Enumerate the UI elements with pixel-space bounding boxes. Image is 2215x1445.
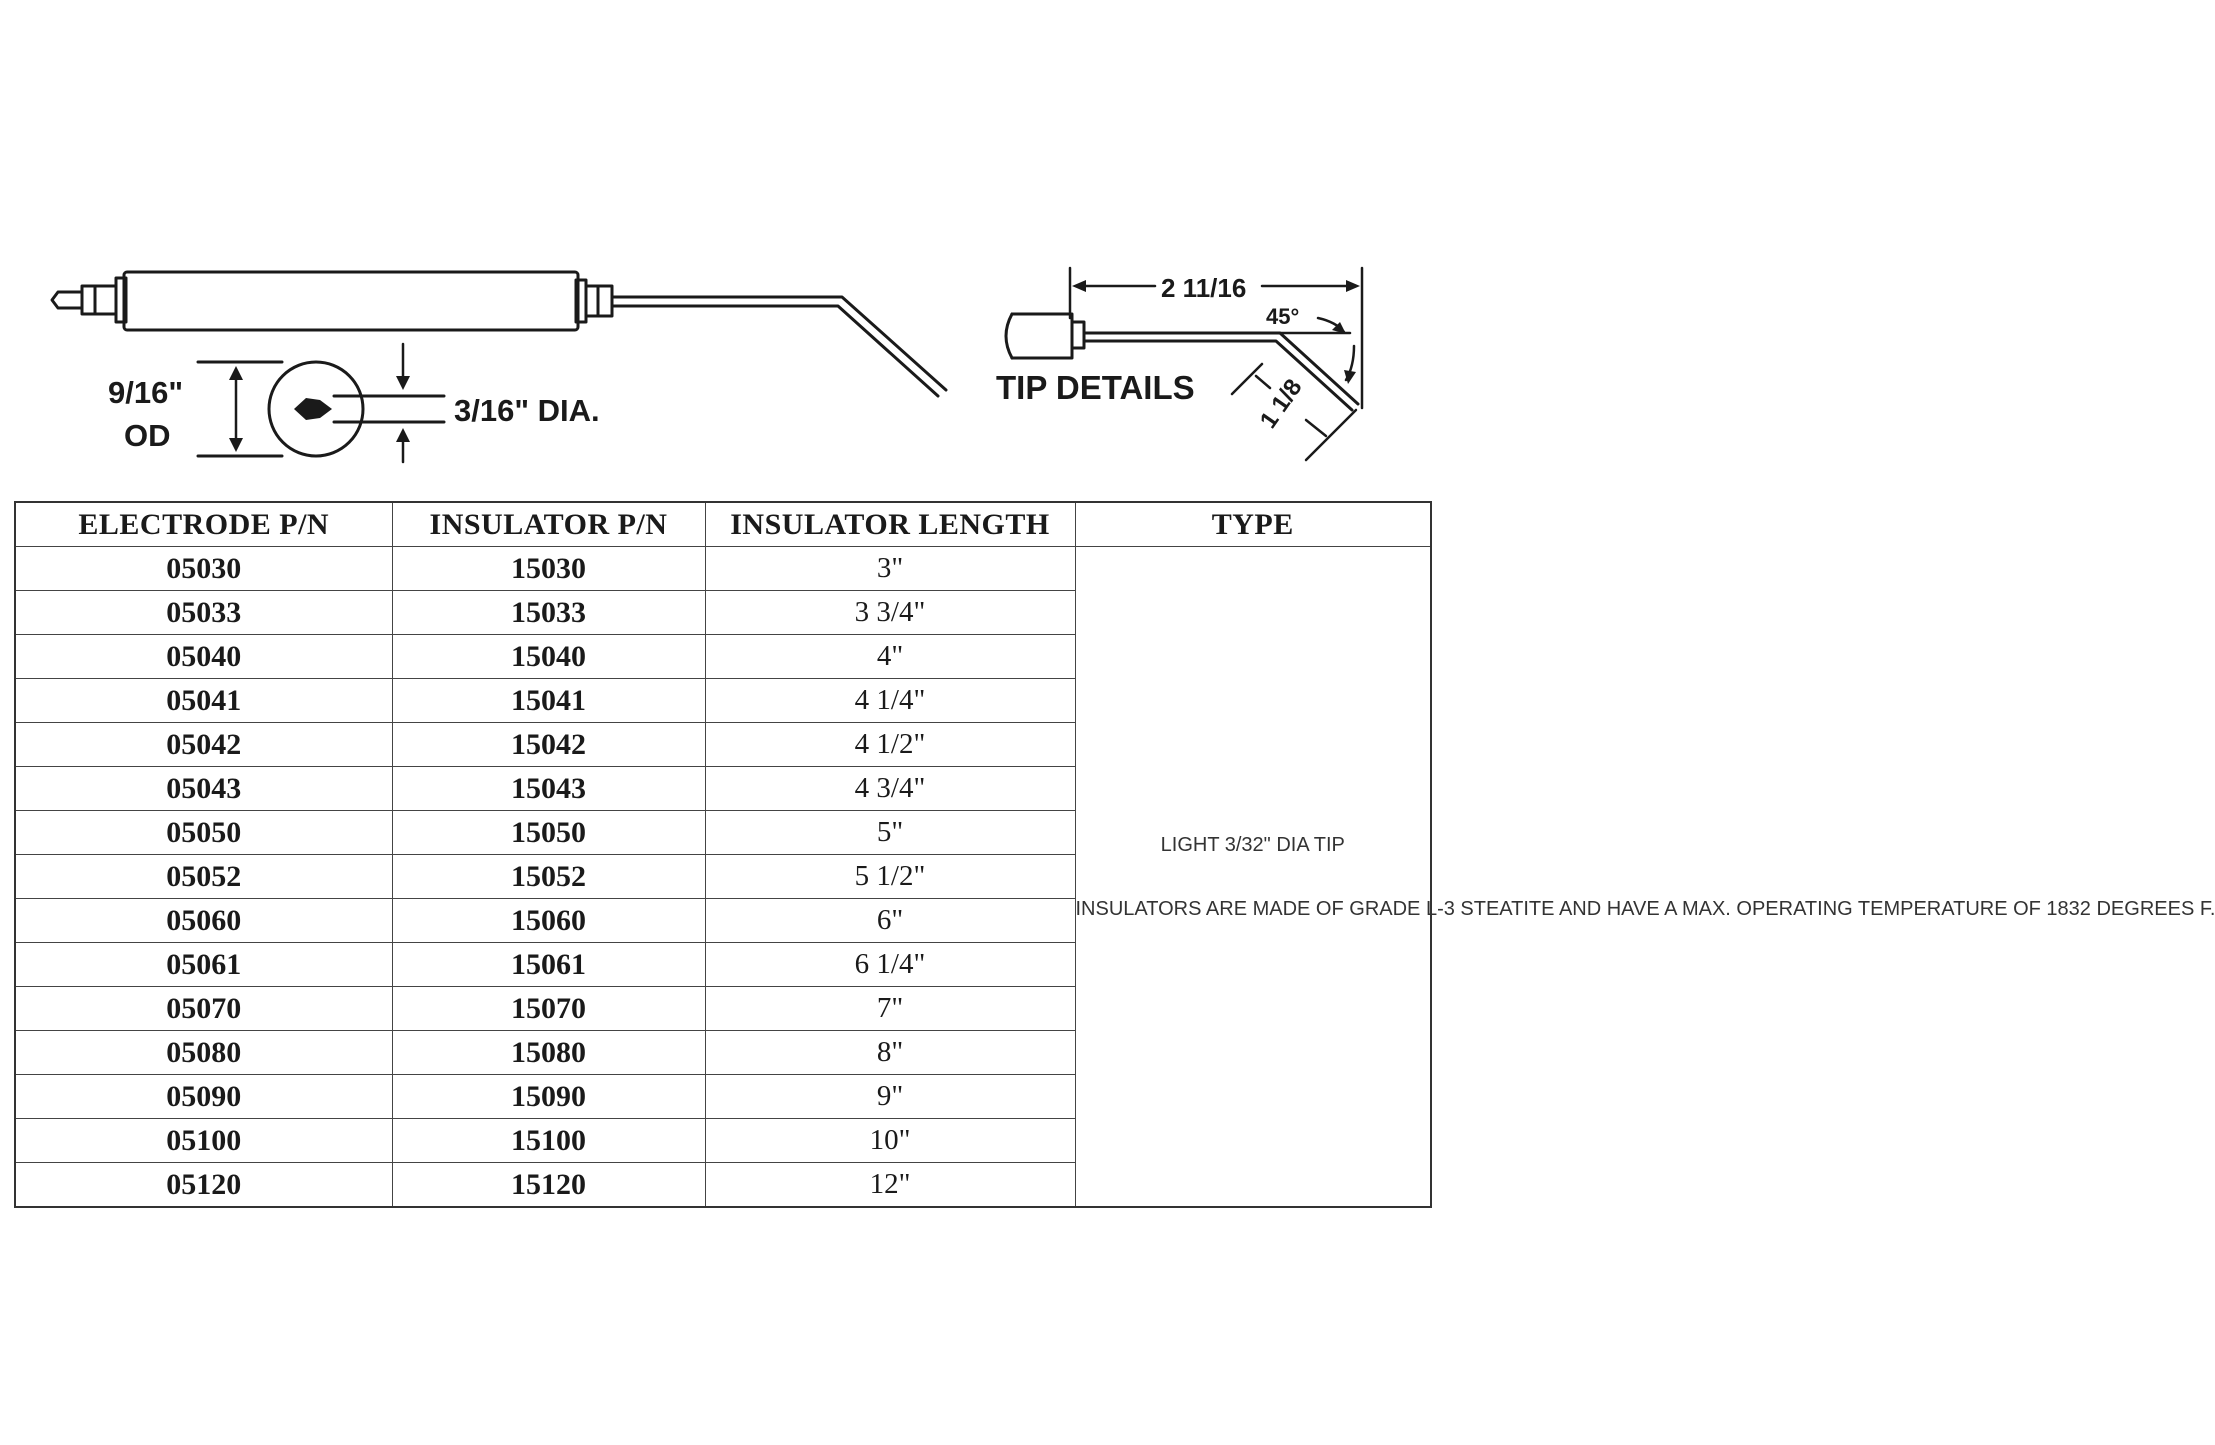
- type-cell: [1075, 547, 2215, 1208]
- tip-insulator: [1006, 314, 1084, 358]
- insulator-pn-cell: 15050: [392, 811, 705, 855]
- electrode-pn-cell: 05033: [15, 591, 392, 635]
- electrode-pn-cell: 05030: [15, 547, 392, 591]
- electrode-cross-section: [294, 398, 332, 420]
- insulator-pn-cell: 15070: [392, 987, 705, 1031]
- type-note-tip: LIGHT 3/32" DIA TIP: [1160, 833, 1345, 856]
- electrode-rod: [612, 297, 946, 396]
- electrode-pn-cell: 05090: [15, 1075, 392, 1119]
- insulator-pn-cell: 15100: [392, 1119, 705, 1163]
- type-note-insulator: INSULATORS ARE MADE OF GRADE L-3 STEATITE AND HAVE A MAX. OPERATING TEMPERATURE OF 1832 DEGREES F.: [1075, 897, 2215, 920]
- angle-arrow-bottom: [1344, 370, 1356, 384]
- electrode-drawing: [0, 0, 1445, 480]
- electrode-pn-cell: 05042: [15, 723, 392, 767]
- tip-angle-label: 45°: [1266, 304, 1300, 329]
- spec-table: [14, 501, 2215, 1208]
- electrode-pn-cell: 05040: [15, 635, 392, 679]
- insulator-pn-cell: 15030: [392, 547, 705, 591]
- header-insulator-length: INSULATOR LENGTH: [705, 502, 1075, 547]
- electrode-pn-cell: 05120: [15, 1163, 392, 1208]
- tip-length-arrow-left: [1072, 280, 1086, 292]
- electrode-pn-cell: 05043: [15, 767, 392, 811]
- insulator-length-cell: 7": [705, 987, 1075, 1031]
- insulator-length-cell: 5": [705, 811, 1075, 855]
- insulator-length-cell: 4": [705, 635, 1075, 679]
- insulator-length-cell: 4 1/4": [705, 679, 1075, 723]
- insulator-pn-cell: 15043: [392, 767, 705, 811]
- dia-label: 3/16" DIA.: [454, 393, 600, 428]
- tip-details-label: TIP DETAILS: [996, 369, 1195, 406]
- od-arrow-down: [229, 438, 243, 452]
- insulator-pn-cell: 15061: [392, 943, 705, 987]
- electrode-pn-cell: 05100: [15, 1119, 392, 1163]
- insulator-pn-cell: 15060: [392, 899, 705, 943]
- od-label-line2: OD: [124, 418, 171, 453]
- insulator-pn-cell: 15120: [392, 1163, 705, 1208]
- insulator-length-cell: 8": [705, 1031, 1075, 1075]
- electrode-pn-cell: 05070: [15, 987, 392, 1031]
- tip-length-label: 2 11/16: [1161, 273, 1247, 303]
- insulator-pn-cell: 15080: [392, 1031, 705, 1075]
- header-type: TYPE: [1075, 502, 1431, 547]
- electrode-pn-cell: 05052: [15, 855, 392, 899]
- insulator-length-cell: 10": [705, 1119, 1075, 1163]
- electrode-pn-cell: 05060: [15, 899, 392, 943]
- insulator-length-cell: 12": [705, 1163, 1075, 1208]
- insulator-pn-cell: 15090: [392, 1075, 705, 1119]
- electrode-pn-cell: 05080: [15, 1031, 392, 1075]
- electrode-body: [52, 272, 612, 330]
- header-insulator-pn: INSULATOR P/N: [392, 502, 705, 547]
- tip-bend-label: 1 1/8: [1254, 374, 1308, 434]
- table-header-row: [15, 502, 1431, 547]
- dia-dimension: [334, 344, 444, 462]
- insulator-length-cell: 3": [705, 547, 1075, 591]
- tip-length-arrow-right: [1346, 280, 1360, 292]
- insulator-pn-cell: 15041: [392, 679, 705, 723]
- table-body: [15, 547, 2215, 1208]
- insulator-pn-cell: 15033: [392, 591, 705, 635]
- insulator-length-cell: 3 3/4": [705, 591, 1075, 635]
- header-electrode-pn: ELECTRODE P/N: [15, 502, 392, 547]
- insulator-pn-cell: 15040: [392, 635, 705, 679]
- insulator-length-cell: 5 1/2": [705, 855, 1075, 899]
- dia-arrow-up: [396, 428, 410, 442]
- insulator-length-cell: 4 3/4": [705, 767, 1075, 811]
- table-row: [15, 547, 1431, 591]
- insulator-pn-cell: 15042: [392, 723, 705, 767]
- insulator-length-cell: 6": [705, 899, 1075, 943]
- od-arrow-up: [229, 366, 243, 380]
- electrode-pn-cell: 05041: [15, 679, 392, 723]
- electrode-pn-cell: 05050: [15, 811, 392, 855]
- dia-arrow-down: [396, 376, 410, 390]
- insulator-pn-cell: 15052: [392, 855, 705, 899]
- insulator-length-cell: 4 1/2": [705, 723, 1075, 767]
- insulator-length-cell: 6 1/4": [705, 943, 1075, 987]
- electrode-pn-cell: 05061: [15, 943, 392, 987]
- insulator-length-cell: 9": [705, 1075, 1075, 1119]
- od-label-line1: 9/16": [108, 375, 184, 410]
